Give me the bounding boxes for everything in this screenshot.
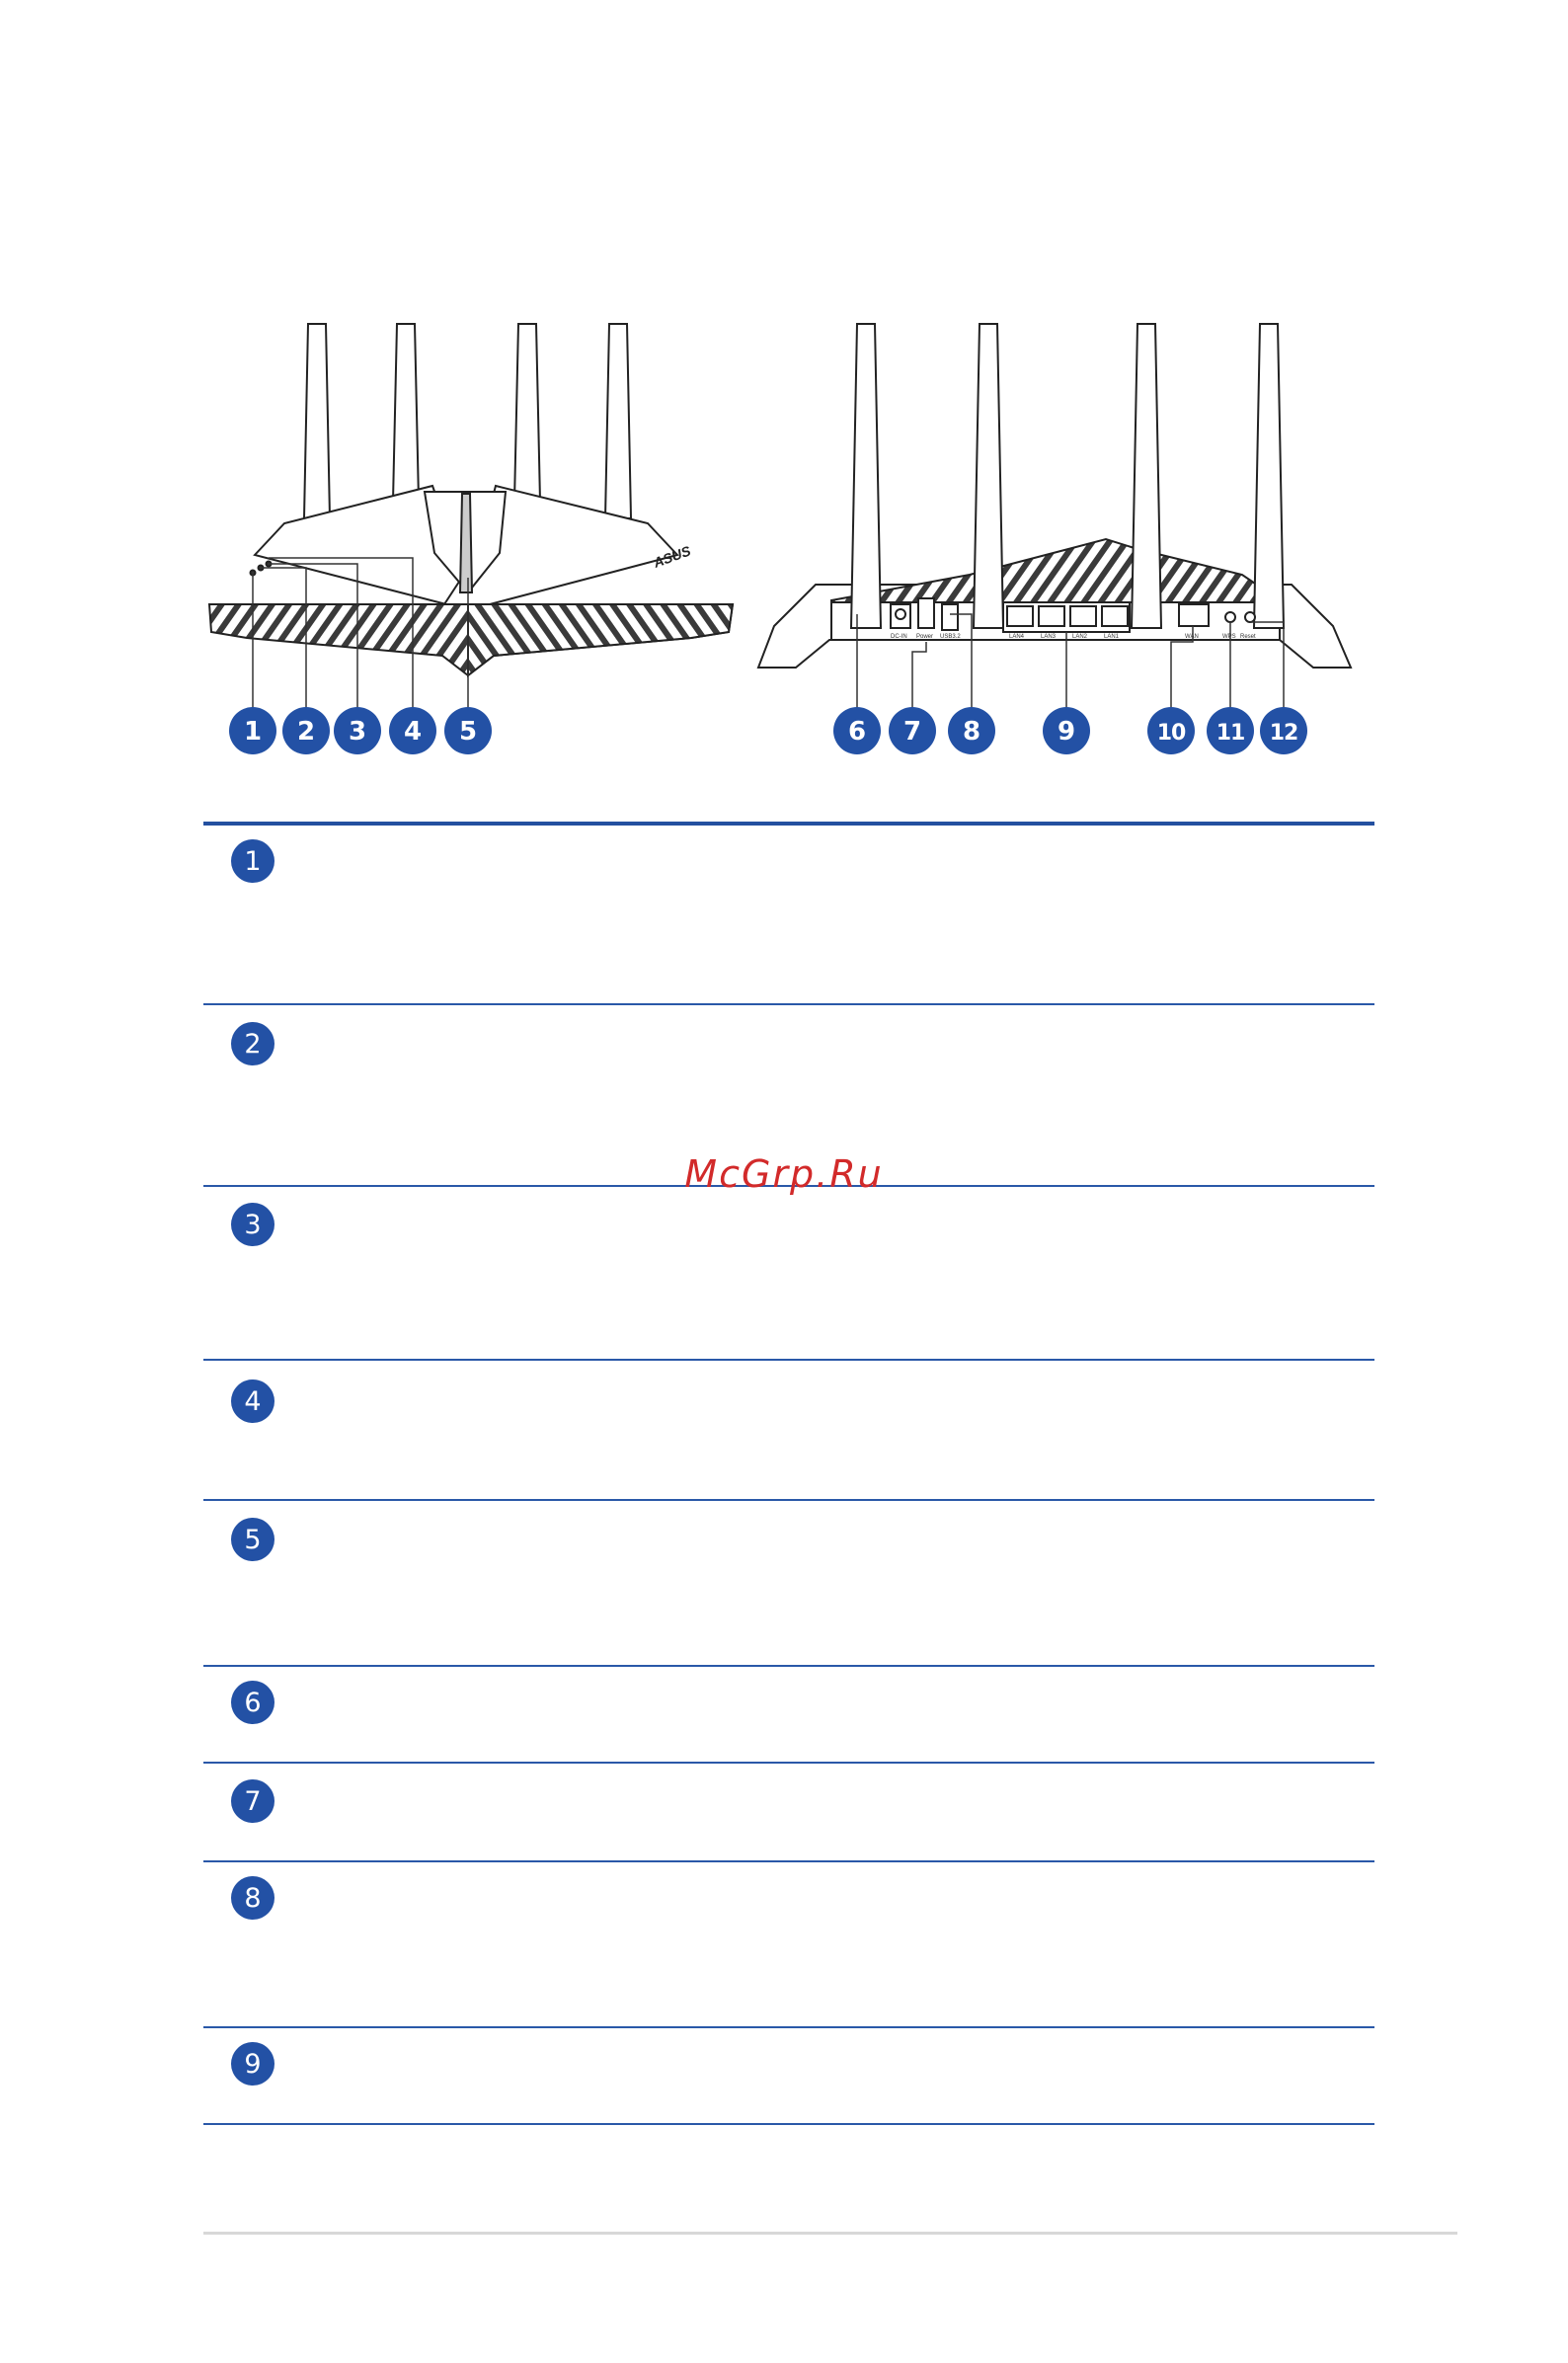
callout-badge-3 xyxy=(334,707,381,754)
callout-badge-6 xyxy=(833,707,881,754)
antenna xyxy=(304,324,330,518)
table-rule xyxy=(203,1499,1374,1501)
antenna xyxy=(393,324,419,502)
table-row-number-badge: 6 xyxy=(231,1681,274,1724)
footer-rule xyxy=(203,2232,1457,2235)
antenna xyxy=(974,324,1003,628)
table-row-number-badge: 4 xyxy=(231,1379,274,1423)
table-rule xyxy=(203,1359,1374,1361)
port-label: LAN1 xyxy=(1104,634,1120,640)
port-label: WAN xyxy=(1185,634,1199,640)
table-rule xyxy=(203,1762,1374,1764)
wps-button xyxy=(1225,612,1235,622)
router-back-view xyxy=(758,324,1351,713)
front-grille-right xyxy=(468,604,733,675)
table-rule xyxy=(203,2123,1374,2125)
callout-badge-12 xyxy=(1260,707,1307,754)
antenna xyxy=(514,324,540,502)
callout-badge-10 xyxy=(1147,707,1195,754)
antenna xyxy=(605,324,631,518)
watermark: McGrp.Ru xyxy=(684,1152,884,1196)
table-rule xyxy=(203,822,1374,826)
table-row-number-badge: 9 xyxy=(231,2042,274,2086)
wan-port xyxy=(1179,604,1209,626)
callout-badge-1 xyxy=(229,707,276,754)
lan3-port xyxy=(1039,606,1064,626)
callout-badge-5 xyxy=(444,707,492,754)
antenna xyxy=(1254,324,1284,628)
svg-text:5: 5 xyxy=(458,717,478,747)
svg-text:8: 8 xyxy=(962,717,981,747)
router-illustration xyxy=(0,0,1568,770)
callout-badge-9 xyxy=(1043,707,1090,754)
svg-text:12: 12 xyxy=(1269,721,1298,746)
callout-badge-4 xyxy=(389,707,436,754)
svg-text:11: 11 xyxy=(1215,721,1245,746)
usb-port xyxy=(942,604,958,630)
table-rule xyxy=(203,1860,1374,1862)
callout-badge-8 xyxy=(948,707,995,754)
lan1-port xyxy=(1102,606,1128,626)
svg-text:4: 4 xyxy=(403,717,423,747)
antenna xyxy=(1132,324,1161,628)
table-row-number-badge: 2 xyxy=(231,1022,274,1065)
lan2-port xyxy=(1070,606,1096,626)
svg-text:7: 7 xyxy=(902,717,922,747)
antenna xyxy=(851,324,881,628)
callout-badge-11 xyxy=(1207,707,1254,754)
port-label: LAN2 xyxy=(1072,634,1088,640)
back-callouts xyxy=(833,707,1307,754)
svg-text:2: 2 xyxy=(296,717,316,747)
svg-text:6: 6 xyxy=(847,717,867,747)
svg-text:10: 10 xyxy=(1156,721,1186,746)
front-center-strip xyxy=(460,494,472,592)
port-label: DC-IN xyxy=(891,634,907,640)
table-row-number-badge: 7 xyxy=(231,1779,274,1823)
callout-badge-7 xyxy=(889,707,936,754)
table-row-number-badge: 3 xyxy=(231,1203,274,1246)
table-row-number-badge: 5 xyxy=(231,1518,274,1561)
svg-text:3: 3 xyxy=(348,717,367,747)
svg-text:1: 1 xyxy=(243,717,263,747)
table-rule xyxy=(203,1003,1374,1005)
table-row-number-badge: 8 xyxy=(231,1876,274,1920)
lan4-port xyxy=(1007,606,1033,626)
port-label: USB3.2 xyxy=(940,634,961,640)
table-rule xyxy=(203,1665,1374,1667)
callout-badge-2 xyxy=(282,707,330,754)
table-rule xyxy=(203,2026,1374,2028)
brand-logo: ASUS xyxy=(651,542,693,571)
power-button xyxy=(918,598,934,628)
port-label: Power xyxy=(916,634,934,640)
table-row-number-badge: 1 xyxy=(231,839,274,883)
front-callouts xyxy=(229,707,492,754)
router-front-view xyxy=(209,324,733,713)
port-label: Reset xyxy=(1240,634,1256,640)
port-label: LAN3 xyxy=(1041,634,1057,640)
svg-text:9: 9 xyxy=(1057,717,1076,747)
port-label: LAN4 xyxy=(1009,634,1025,640)
reset-button xyxy=(1245,612,1255,622)
port-label: WPS xyxy=(1222,634,1236,640)
